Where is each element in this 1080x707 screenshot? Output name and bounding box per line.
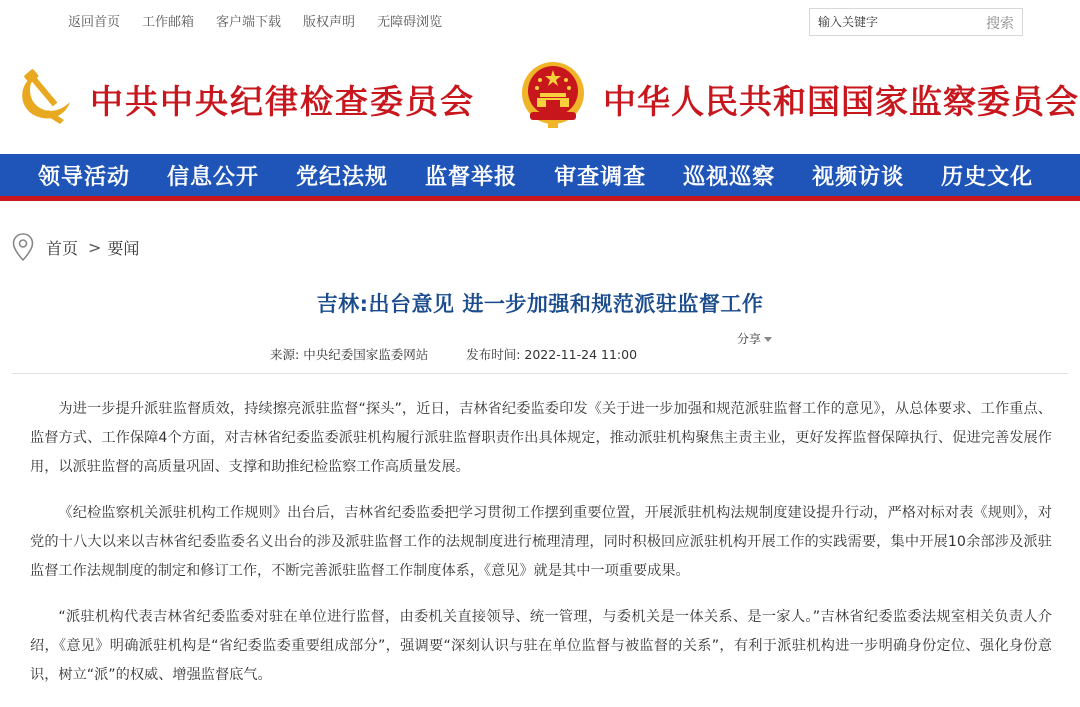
national-emblem-icon[interactable] — [520, 60, 586, 130]
breadcrumb-separator: > — [88, 237, 102, 257]
top-links — [68, 11, 442, 30]
top-bar — [0, 0, 1080, 40]
article-paragraph: 《纪检监察机关派驻机构工作规则》出台后，吉林省纪委监委把学习贯彻工作摆到重要位置，开展派驻机构法规制度建设提升行动，严格对标对表《规则》，对党的十八大以来以吉林省纪委监委名义出台的涉及派驻监督工作的法规制度进行梳理清理，同时积极回应派驻机构开展工作的实践需要，集中开展10余部涉及派驻监督工作法规制度的制定和修订工作，不断完善派驻监督工作制度体系，《意见》就是其中一项重要成果。 — [30, 505, 1052, 579]
article-meta — [270, 345, 637, 363]
top-link-accessibility[interactable]: 无障碍浏览 — [377, 15, 443, 30]
time-value: 2022-11-24 11:00 — [524, 347, 638, 362]
title-divider — [12, 373, 1068, 374]
time-label: 发布时间: — [466, 347, 521, 362]
nav-divider — [0, 196, 1080, 201]
top-link-home[interactable]: 返回首页 — [68, 15, 121, 30]
site-banner — [0, 52, 1080, 148]
top-link-client-download[interactable]: 客户端下载 — [216, 15, 282, 30]
share-button[interactable] — [737, 330, 772, 347]
nav-item-report[interactable]: 监督举报 — [425, 163, 518, 190]
search-button[interactable]: 搜索 — [986, 16, 1014, 32]
breadcrumb-current[interactable]: 要闻 — [107, 238, 140, 258]
cc-dic-title: 中共中央纪律检查委员会 — [90, 82, 475, 121]
chevron-down-icon — [764, 337, 772, 342]
nav-item-regulations[interactable]: 党纪法规 — [296, 163, 389, 190]
breadcrumb — [12, 232, 139, 262]
nav-item-leadership[interactable]: 领导活动 — [38, 163, 131, 190]
location-pin-icon — [12, 233, 34, 261]
search-input[interactable] — [818, 13, 968, 31]
top-link-copyright[interactable]: 版权声明 — [303, 15, 356, 30]
article-title: 吉林:出台意见 进一步加强和规范派驻监督工作 — [316, 292, 764, 316]
source-value: 中央纪委国家监委网站 — [303, 347, 429, 362]
article-paragraph: 为进一步提升派驻监督质效，持续擦亮派驻监督“探头”，近日，吉林省纪委监委印发《关于进一步加强和规范派驻监督工作的意见》，从总体要求、工作重点、监督方式、工作保障4个方面，对吉林省纪委监委派驻机构履行派驻监督职责作出具体规定，推动派驻机构聚焦主责主业，更好发挥监督保障执行、促进完善发展作用，以派驻监督的高质量巩固、支撑和助推纪检监察工作高质量发展。 — [30, 401, 1052, 475]
main-nav — [0, 154, 1080, 196]
nav-item-video[interactable]: 视频访谈 — [812, 163, 905, 190]
source-label: 来源: — [270, 347, 300, 362]
search-box — [809, 8, 1023, 36]
nsc-title: 中华人民共和国国家监察委员会 — [603, 82, 1079, 121]
nav-item-investigation[interactable]: 审查调查 — [554, 163, 647, 190]
nav-item-disclosure[interactable]: 信息公开 — [167, 163, 260, 190]
party-emblem-icon[interactable] — [12, 62, 76, 126]
article-body — [30, 395, 1052, 707]
nav-item-history[interactable]: 历史文化 — [941, 163, 1034, 190]
share-label: 分享 — [737, 332, 762, 346]
breadcrumb-home[interactable]: 首页 — [46, 238, 79, 258]
nav-item-inspection[interactable]: 巡视巡察 — [683, 163, 776, 190]
top-link-email[interactable]: 工作邮箱 — [142, 15, 195, 30]
article-paragraph: “派驻机构代表吉林省纪委监委对驻在单位进行监督，由委机关直接领导、统一管理，与委机关是一体关系、是一家人。”吉林省纪委监委法规室相关负责人介绍，《意见》明确派驻机构是“省纪委监委重要组成部分”，强调要“深刻认识与驻在单位监督与被监督的关系”，有利于派驻机构进一步明确身份定位、强化身份意识，树立“派”的权威、增强监督底气。 — [30, 609, 1052, 683]
